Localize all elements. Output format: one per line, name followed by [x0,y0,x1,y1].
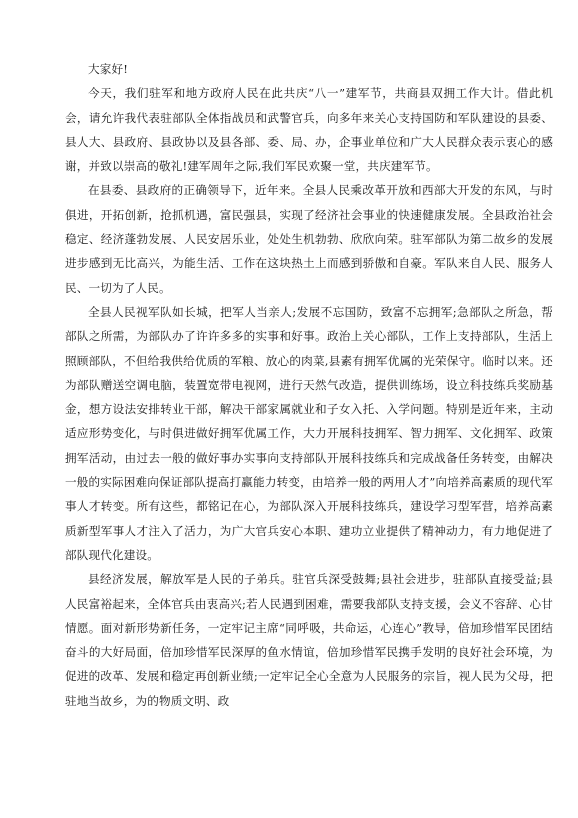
paragraph-4: 县经济发展，解放军是人民的子弟兵。驻官兵深受鼓舞;县社会进步，驻部队直接受益;县人民富裕起来，全体官兵由衷高兴;若人民遇到困难，需要我部队支持支援，会义不容辞、心甘情愿。面对新形势新任务，一定牢记主席“同呼吸，共命运，心连心”教导，倍加珍惜军民团结奋斗的大好局面，倍加珍惜军民深厚的鱼水情谊，倍加珍惜军民携手发明的良好社会环境，为促进的改革、发展和稳定再创新业绩;一定牢记全心全意为人民服务的宗旨，视人民为父母，把驻地当故乡，为的物质文明、政 [65,572,553,708]
greeting-text: 大家好! [88,62,129,76]
document-body [65,57,553,713]
paragraph-2: 在县委、县政府的正确领导下，近年来。全县人民乘改革开放和西部大开发的东风，与时俱进，开拓创新，抢抓机遇，富民强县，实现了经济社会事业的快速健康发展。全县政治社会稳定、经济蓬勃发展、人民安居乐业，处处生机勃勃、欣欣向荣。驻军部队为第二故乡的发展进步感到无比高兴，为能生活、工作在这块热土上而感到骄傲和自豪。军队来自人民、服务人民、一切为了人民。 [65,183,553,295]
paragraph-3: 全县人民视军队如长城，把军人当亲人;发展不忘国防，致富不忘拥军;急部队之所急，帮部队之所需，为部队办了许许多多的实事和好事。政治上关心部队，工作上支持部队，生活上照顾部队，不但给我供给优质的军粮、放心的肉菜,县素有拥军优属的光荣保守。临时以来。还为部队赠送空调电脑，装置宽带电视网，进行天然气改造，提供训练场，设立科技练兵奖励基金，想方设法安排转业干部，解决干部家属就业和子女入托、入学问题。特别是近年来，主动适应形势变化，与时俱进做好拥军优属工作，大力开展科技拥军、智力拥军、文化拥军、政策拥军活动，由过去一般的做好事办实事向支持部队开展科技练兵和完成战备任务转变，由解决一般的实际困难向保证部队提高打赢能力转变，由培养一般的两用人才”向培养高素质的现代军事人才转变。所有这些，都铭记在心，为部队深入开展科技练兵，建设学习型军营，培养高素质新型军事人才注入了活力，为广大官兵安心本职、建功立业提供了精神动力，有力地促进了部队现代化建设。 [65,304,553,562]
paragraph-1: 今天，我们驻军和地方政府人民在此共庆“八一”建军节，共商县双拥工作大计。借此机会，请允许我代表驻部队全体指战员和武警官兵，向多年来关心支持国防和军队建设的县委、县人大、县政府、县政协以及县各部、委、局、办，企事业单位和广大人民群众表示衷心的感谢，并致以崇高的敬礼!建军周年之际,我们军民欢聚一堂，共庆建军节。 [65,86,553,174]
